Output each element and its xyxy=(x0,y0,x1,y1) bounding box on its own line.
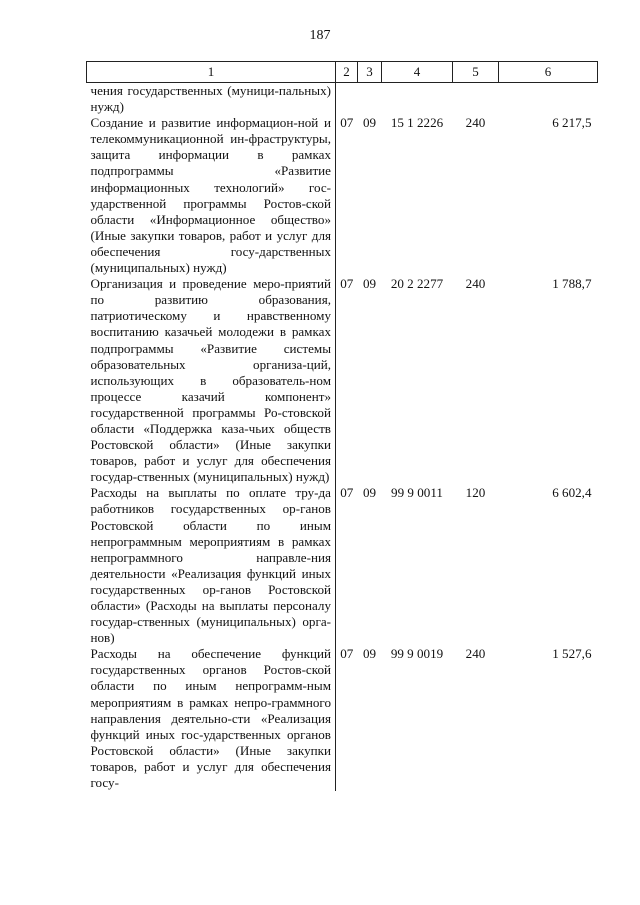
row-amount: 6 217,5 xyxy=(552,115,592,131)
table-row xyxy=(87,485,598,646)
table-header-row xyxy=(87,62,598,83)
row-subsection: 09 xyxy=(362,646,377,662)
table-row xyxy=(87,115,598,276)
budget-table xyxy=(86,61,598,791)
header-col-6: 6 xyxy=(499,62,598,83)
row-amount: 1 527,6 xyxy=(552,646,592,662)
row-subsection: 09 xyxy=(362,115,377,131)
row-description: Расходы на выплаты по оплате тру-да работников государственных ор-ганов Ростовской области по иным непрограммным мероприятиям в рамках непрограммного направле-ния деятельности «Реализация функций иных государственных ор-ганов Ростовской области» (Расходы на выплаты персоналу государ-ственных (муниципальных) орга-нов) xyxy=(87,485,336,646)
row-description: Организация и проведение меро-приятий по развитию образования, патриотическому и нравственному воспитанию казачьей молодежи в рамках подпрограммы «Развитие системы образовательных организа-ций, использующих в образователь-ном процессе казачий компонент» государственной программы Ро-стовской области «Поддержка каза-чьих обществ Ростовской области» (Иные закупки товаров, работ и услуг для обеспечения государ-ственных (муниципальных) нужд) xyxy=(87,276,336,485)
header-col-3: 3 xyxy=(358,62,382,83)
row-description: Расходы на обеспечение функций государственных органов Ростов-ской области по иным непрограмм-ным мероприятиям в рамках непро-граммного направления деятельно-сти «Реализация функций иных гос-ударственных органов Ростовской области» (Иные закупки товаров, работ и услуг для обеспечения госу- xyxy=(87,646,336,791)
table-row xyxy=(87,276,598,485)
row-amount: 6 602,4 xyxy=(552,485,592,501)
row-target-article: 20 2 2277 xyxy=(390,276,444,292)
page-number: 187 xyxy=(309,28,331,43)
row-section: 07 xyxy=(340,646,354,662)
row-expense-type: 240 xyxy=(465,646,486,662)
row-description: Создание и развитие информацион-ной и телекоммуникационной ин-фраструктуры, защита информации в рамках подпрограммы «Развитие информационных технологий» гос-ударственной программы Ростов-ской области «Информационное общество» (Иные закупки товаров, работ и услуг для обеспечения госу-дарственных (муниципальных) нужд) xyxy=(87,115,336,276)
row-expense-type: 240 xyxy=(465,115,486,131)
continuation-text: чения государственных (муници-пальных) нужд) xyxy=(87,83,336,116)
header-col-2: 2 xyxy=(336,62,358,83)
row-section: 07 xyxy=(340,115,354,131)
row-subsection: 09 xyxy=(362,276,377,292)
row-amount: 1 788,7 xyxy=(552,276,592,292)
row-target-article: 15 1 2226 xyxy=(390,115,444,131)
header-col-5: 5 xyxy=(453,62,499,83)
row-section: 07 xyxy=(340,276,354,292)
header-col-4: 4 xyxy=(382,62,453,83)
table-row xyxy=(87,646,598,791)
row-target-article: 99 9 0019 xyxy=(390,646,444,662)
row-expense-type: 240 xyxy=(465,276,486,292)
row-section: 07 xyxy=(340,485,354,501)
row-expense-type: 120 xyxy=(465,485,486,501)
table-row-continuation xyxy=(87,83,598,116)
header-col-1: 1 xyxy=(87,62,336,83)
row-subsection: 09 xyxy=(362,485,377,501)
row-target-article: 99 9 0011 xyxy=(391,485,443,501)
